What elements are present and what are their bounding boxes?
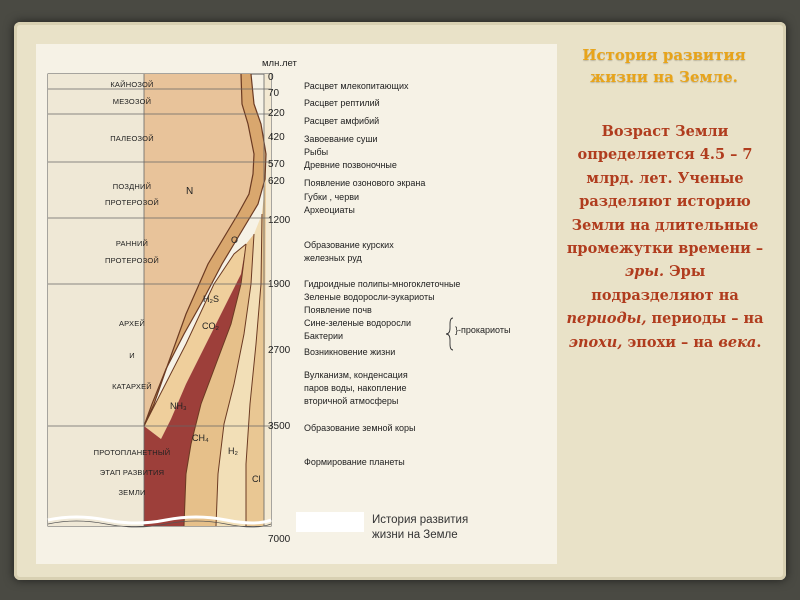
- tick-label: 70: [268, 88, 280, 99]
- figure-caption-line1: История развития: [372, 514, 469, 526]
- event-label: паров воды, накопление: [304, 383, 407, 393]
- event-label: железных руд: [304, 253, 362, 263]
- event-label: Образование земной коры: [304, 423, 416, 433]
- event-label: Расцвет млекопитающих: [304, 81, 409, 91]
- gas-label-o: O: [231, 235, 239, 245]
- tick-label: 2700: [268, 345, 291, 356]
- event-label: Зеленые водоросли-эукариоты: [304, 292, 435, 302]
- event-label: Гидроидные полипы-многоклеточные: [304, 279, 461, 289]
- event-label: Расцвет рептилий: [304, 98, 380, 108]
- event-label: Бактерии: [304, 331, 344, 341]
- gas-label-h2s: H₂S: [203, 294, 219, 304]
- event-label: Формирование планеты: [304, 457, 405, 467]
- caption-mask: [296, 512, 364, 532]
- term-eras: эры.: [624, 263, 665, 281]
- gas-label-co2: CO₂: [202, 321, 219, 331]
- era-label-protoplanet-2: ЭТАП РАЗВИТИЯ: [99, 468, 165, 477]
- era-label-paleozoic: ПАЛЕОЗОЙ: [110, 134, 154, 143]
- tick-label: 3500: [268, 421, 291, 432]
- event-label: Возникновение жизни: [304, 347, 396, 357]
- tick-label: 620: [268, 176, 285, 187]
- event-label: Образование курских: [304, 240, 394, 250]
- event-label: Сине-зеленые водоросли: [304, 318, 411, 328]
- event-label: Появление почв: [304, 305, 372, 315]
- era-label-archean-1: АРХЕЙ: [118, 319, 146, 328]
- timeline-graphic: [36, 44, 557, 564]
- event-label: Вулканизм, конденсация: [304, 370, 408, 380]
- era-label-early-proterozoic-1: РАННИЙ: [115, 239, 149, 248]
- tick-label: 420: [268, 132, 285, 143]
- gas-label-nh3: NH₃: [170, 401, 187, 411]
- prokaryotes-label: }-прокариоты: [455, 325, 511, 335]
- figure-caption-line2: жизни на Земле: [372, 529, 458, 541]
- event-label: Губки , черви: [304, 192, 360, 202]
- era-label-archean-3: КАТАРХЕЙ: [112, 382, 152, 391]
- era-label-protoplanet-1: ПРОТОПЛАНЕТНЫЙ: [93, 448, 171, 457]
- body-part-4: эпохи – на: [622, 333, 719, 351]
- gas-label-n: N: [186, 186, 194, 197]
- event-label: вторичной атмосферы: [304, 396, 399, 406]
- tick-label: 0: [268, 72, 274, 83]
- term-periods: периоды,: [566, 310, 647, 328]
- body-part-3: периоды – на: [646, 310, 764, 328]
- gas-label-ch4: CH₄: [192, 433, 209, 443]
- era-label-late-proterozoic-2: ПРОТЕРОЗОЙ: [105, 198, 159, 207]
- timeline-figure: [36, 44, 557, 564]
- era-label-early-proterozoic-2: ПРОТЕРОЗОЙ: [105, 256, 159, 265]
- term-epochs: эпохи,: [568, 333, 623, 351]
- slide-title: История развития жизни на Земле.: [582, 46, 746, 86]
- body-part-5: .: [756, 333, 762, 351]
- event-label: Завоевание суши: [304, 134, 378, 144]
- era-label-cenozoic: КАЙНОЗОЙ: [110, 80, 154, 89]
- event-label: Древние позвоночные: [304, 160, 397, 170]
- axis-unit-label: млн.лет: [262, 58, 297, 69]
- slide-body-text: [565, 120, 765, 354]
- era-label-late-proterozoic-1: ПОЗДНИЙ: [112, 182, 152, 191]
- era-label-mesozoic: МЕЗОЗОЙ: [112, 97, 152, 106]
- tick-label: 1200: [268, 215, 291, 226]
- gas-label-cl: Cl: [252, 474, 261, 484]
- event-label: Появление озонового экрана: [304, 178, 426, 188]
- gas-label-h2: H₂: [228, 446, 238, 456]
- prokaryote-brace: [446, 318, 453, 350]
- era-label-archean-2: И: [129, 351, 135, 360]
- event-label: Рыбы: [304, 147, 329, 157]
- body-part-2: Эры подразделяют на: [591, 263, 739, 304]
- tick-label: 1900: [268, 279, 291, 290]
- tick-label: 570: [268, 159, 285, 170]
- era-label-protoplanet-3: ЗЕМЛИ: [118, 488, 146, 497]
- event-label: Расцвет амфибий: [304, 116, 380, 126]
- body-part-1: Возраст Земли определяется 4.5 – 7 млрд. лет. Ученые разделяют историю Земли на длительные промежутки времени –: [566, 123, 764, 258]
- event-label: Археоциаты: [304, 205, 355, 215]
- tick-label: 7000: [268, 534, 291, 545]
- term-centuries: века: [718, 333, 757, 351]
- tick-label: 220: [268, 108, 285, 119]
